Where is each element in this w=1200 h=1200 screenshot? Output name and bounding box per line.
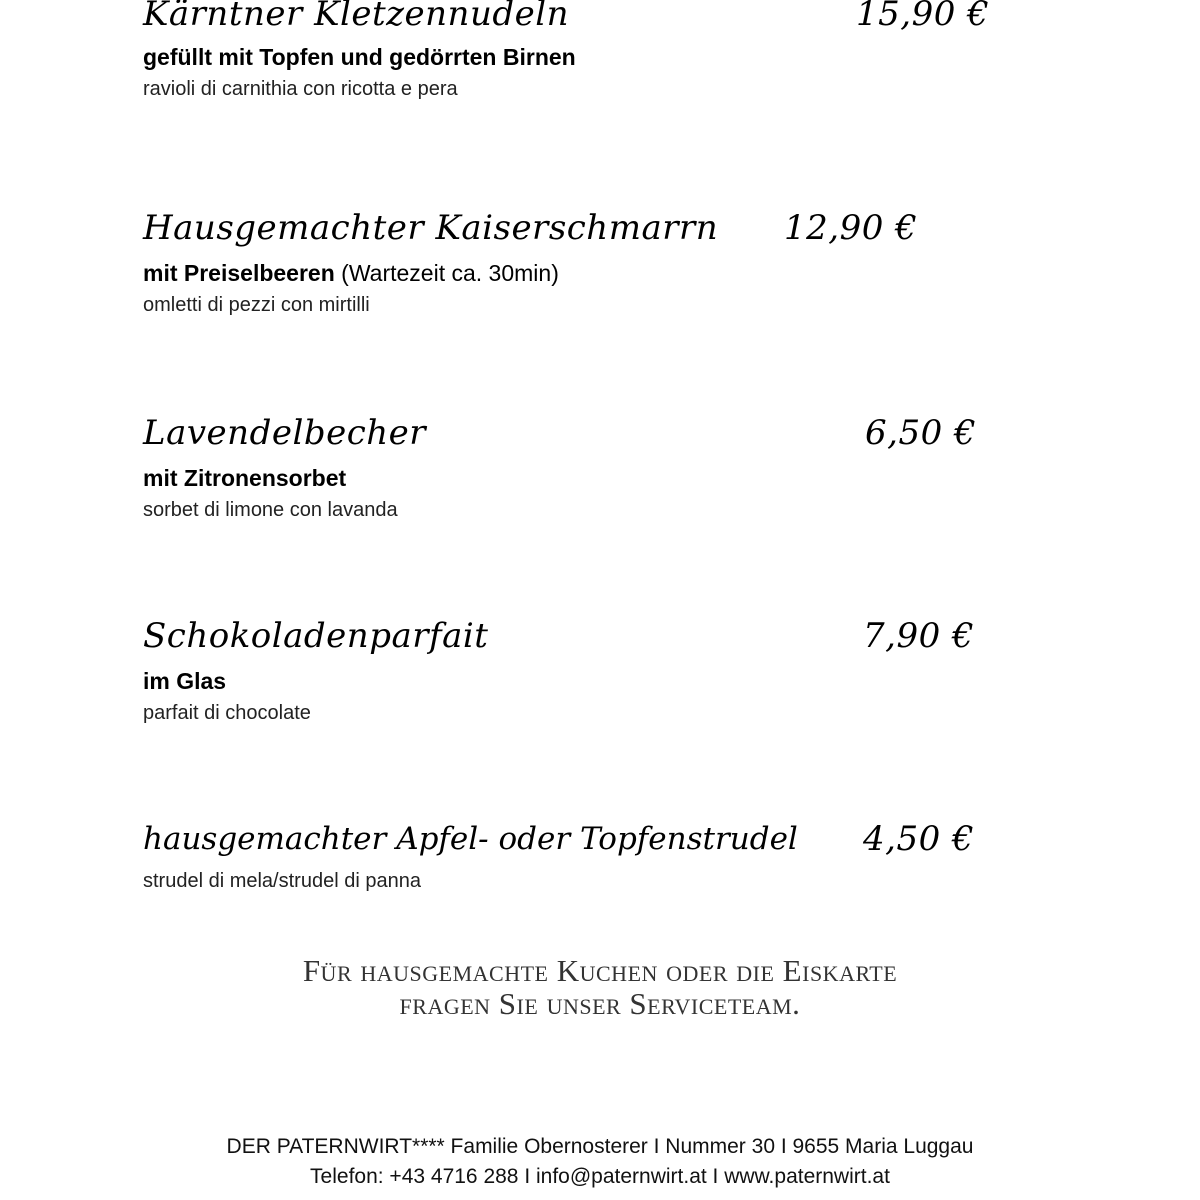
dish-name: Schokoladenparfait xyxy=(143,616,489,656)
dish-description-bold: gefüllt mit Topfen und gedörrten Birnen xyxy=(143,44,576,70)
notice-line-1: Für hausgemachte Kuchen oder die Eiskarte xyxy=(302,953,898,988)
dish-price: 4,50 € xyxy=(863,819,975,859)
footer-contact: Telefon: +43 4716 288 I info@paternwirt.at I www.paternwirt.at xyxy=(310,1165,890,1188)
dish-description-note: (Wartezeit ca. 30min) xyxy=(334,260,559,286)
dish-description xyxy=(143,43,576,71)
dish-name: Hausgemachter Kaiserschmarrn xyxy=(143,208,719,248)
dish-italian: omletti di pezzi con mirtilli xyxy=(143,294,370,316)
dish-price: 6,50 € xyxy=(865,413,977,453)
dish-price: 12,90 € xyxy=(784,208,918,248)
footer-address: DER PATERNWIRT**** Familie Obernosterer I Nummer 30 I 9655 Maria Luggau xyxy=(226,1135,974,1158)
dish-price: 7,90 € xyxy=(863,616,975,656)
dish-description-bold: mit Preiselbeeren xyxy=(143,260,335,286)
notice-line-2: fragen Sie unser Serviceteam. xyxy=(399,986,801,1021)
dish-name: Lavendelbecher xyxy=(143,413,427,453)
dish-italian: strudel di mela/strudel di panna xyxy=(143,870,421,892)
dish-italian: ravioli di carnithia con ricotta e pera xyxy=(143,78,458,100)
dish-description xyxy=(143,667,226,695)
dish-description xyxy=(143,259,559,287)
dish-price: 15,90 € xyxy=(856,0,990,34)
dish-description-bold: im Glas xyxy=(143,668,227,694)
dish-name: hausgemachter Apfel- oder Topfenstrudel xyxy=(143,821,798,857)
dish-name: Kärntner Kletzennudeln xyxy=(143,0,570,34)
dish-description xyxy=(143,464,346,492)
dish-description-bold: mit Zitronensorbet xyxy=(143,465,347,491)
dish-italian: sorbet di limone con lavanda xyxy=(143,499,398,521)
dish-italian: parfait di chocolate xyxy=(143,702,311,724)
